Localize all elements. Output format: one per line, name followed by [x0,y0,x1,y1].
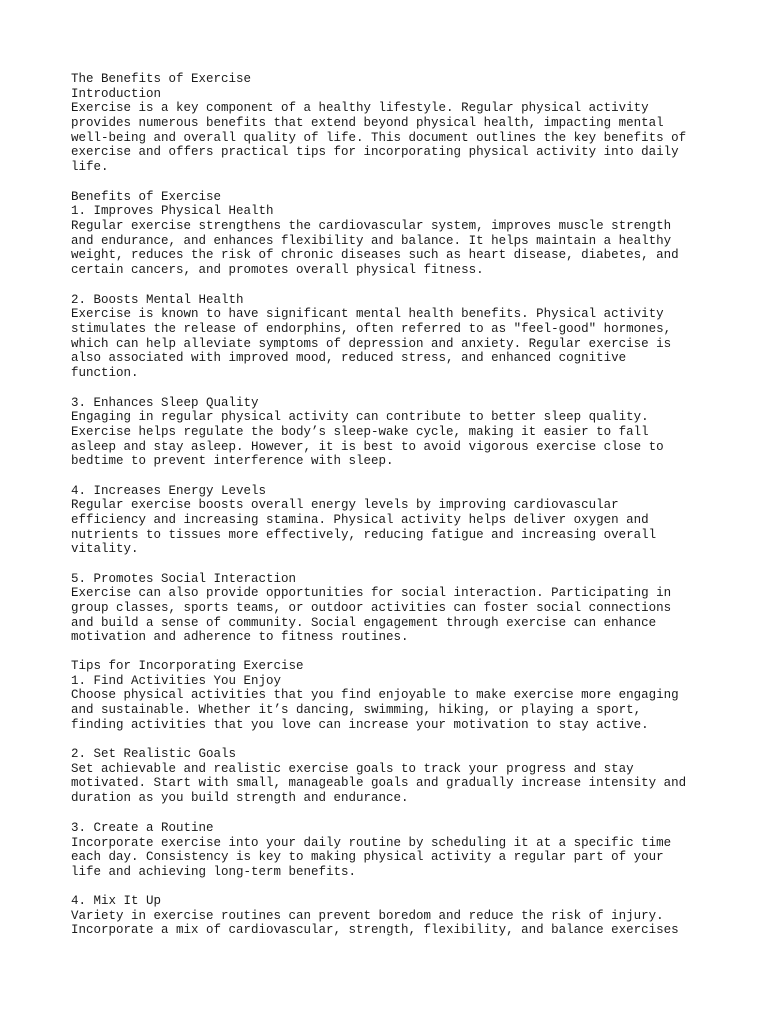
paragraph-line: which can help alleviate symptoms of depression and anxiety. Regular exercise is [71,336,672,351]
paragraph-line: provides numerous benefits that extend beyond physical health, impacting mental [71,116,664,131]
paragraph-line: life and achieving long-term benefits. [71,865,357,880]
paragraph-line: nutrients to tissues more effectively, reducing fatigue and increasing overall [71,527,657,542]
paragraph-line: and build a sense of community. Social engagement through exercise can enhance [71,615,657,630]
subsection-heading: 4. Increases Energy Levels [71,483,267,498]
benefits-physical-health-section [71,190,708,278]
paragraph-line: Choose physical activities that you find enjoyable to make exercise more engaging [71,688,679,703]
paragraph-line: well-being and overall quality of life. This document outlines the key benefits of [71,130,687,145]
paragraph-line: Engaging in regular physical activity can contribute to better sleep quality. [71,410,649,425]
paragraph-line: Exercise is known to have significant mental health benefits. Physical activity [71,307,664,322]
paragraph-line: Regular exercise strengthens the cardiovascular system, improves muscle strength [71,218,672,233]
paragraph-line: asleep and stay asleep. However, it is best to avoid vigorous exercise close to [71,439,664,454]
paragraph-line: Variety in exercise routines can prevent boredom and reduce the risk of injury. [71,908,664,923]
paragraph-line: vitality. [71,542,139,557]
paragraph-line: bedtime to prevent interference with sleep. [71,454,394,469]
paragraph-line: motivated. Start with small, manageable goals and gradually increase intensity and [71,776,687,791]
create-routine-section [71,821,708,880]
mental-health-section [71,293,708,381]
subsection-heading: 2. Boosts Mental Health [71,292,244,307]
sleep-quality-section [71,396,708,469]
paragraph-line: function. [71,365,139,380]
energy-levels-section [71,484,708,557]
introduction-section [71,72,708,175]
paragraph-line: certain cancers, and promotes overall physical fitness. [71,262,484,277]
paragraph-line: Set achievable and realistic exercise goals to track your progress and stay [71,761,634,776]
paragraph-line: and sustainable. Whether it’s dancing, swimming, hiking, or playing a sport, [71,703,642,718]
subsection-heading: 1. Improves Physical Health [71,204,274,219]
subsection-heading: 3. Enhances Sleep Quality [71,395,259,410]
paragraph-line: efficiency and increasing stamina. Physical activity helps deliver oxygen and [71,512,649,527]
subsection-heading: 2. Set Realistic Goals [71,747,237,761]
paragraph-line: and endurance, and enhances flexibility and balance. It helps maintain a healthy [71,233,672,248]
paragraph-line: duration as you build strength and endurance. [71,791,409,806]
paragraph-line: Exercise can also provide opportunities for social interaction. Participating in [71,586,672,601]
section-heading: Tips for Incorporating Exercise [71,659,304,673]
mix-it-up-section [71,894,708,938]
paragraph-line: life. [71,160,109,175]
paragraph-line: also associated with improved mood, reduced stress, and enhanced cognitive [71,351,627,366]
section-heading: Benefits of Exercise [71,189,222,204]
subsection-heading: 3. Create a Routine [71,821,214,835]
paragraph-line: finding activities that you love can increase your motivation to stay active. [71,717,649,732]
section-heading: Introduction [71,86,162,101]
realistic-goals-section [71,747,708,806]
document-title: The Benefits of Exercise [71,72,252,86]
subsection-heading: 5. Promotes Social Interaction [71,571,297,586]
paragraph-line: weight, reduces the risk of chronic diseases such as heart disease, diabetes, and [71,248,679,263]
paragraph-line: group classes, sports teams, or outdoor activities can foster social connections [71,600,672,615]
social-interaction-section [71,572,708,645]
paragraph-line: Exercise is a key component of a healthy lifestyle. Regular physical activity [71,101,649,116]
paragraph-line: each day. Consistency is key to making physical activity a regular part of your [71,850,664,865]
subsection-heading: 4. Mix It Up [71,894,162,908]
paragraph-line: Regular exercise boosts overall energy levels by improving cardiovascular [71,498,619,513]
paragraph-line: Incorporate a mix of cardiovascular, strength, flexibility, and balance exercises [71,923,679,938]
paragraph-line: stimulates the release of endorphins, often referred to as "feel-good" hormones, [71,321,672,336]
subsection-heading: 1. Find Activities You Enjoy [71,673,282,688]
paragraph-line: Exercise helps regulate the body’s sleep-wake cycle, making it easier to fall [71,424,649,439]
tips-find-activities-section [71,659,708,732]
paragraph-line: exercise and offers practical tips for incorporating physical activity into daily [71,145,679,160]
paragraph-line: Incorporate exercise into your daily routine by scheduling it at a specific time [71,835,672,850]
paragraph-line: motivation and adherence to fitness routines. [71,630,409,645]
